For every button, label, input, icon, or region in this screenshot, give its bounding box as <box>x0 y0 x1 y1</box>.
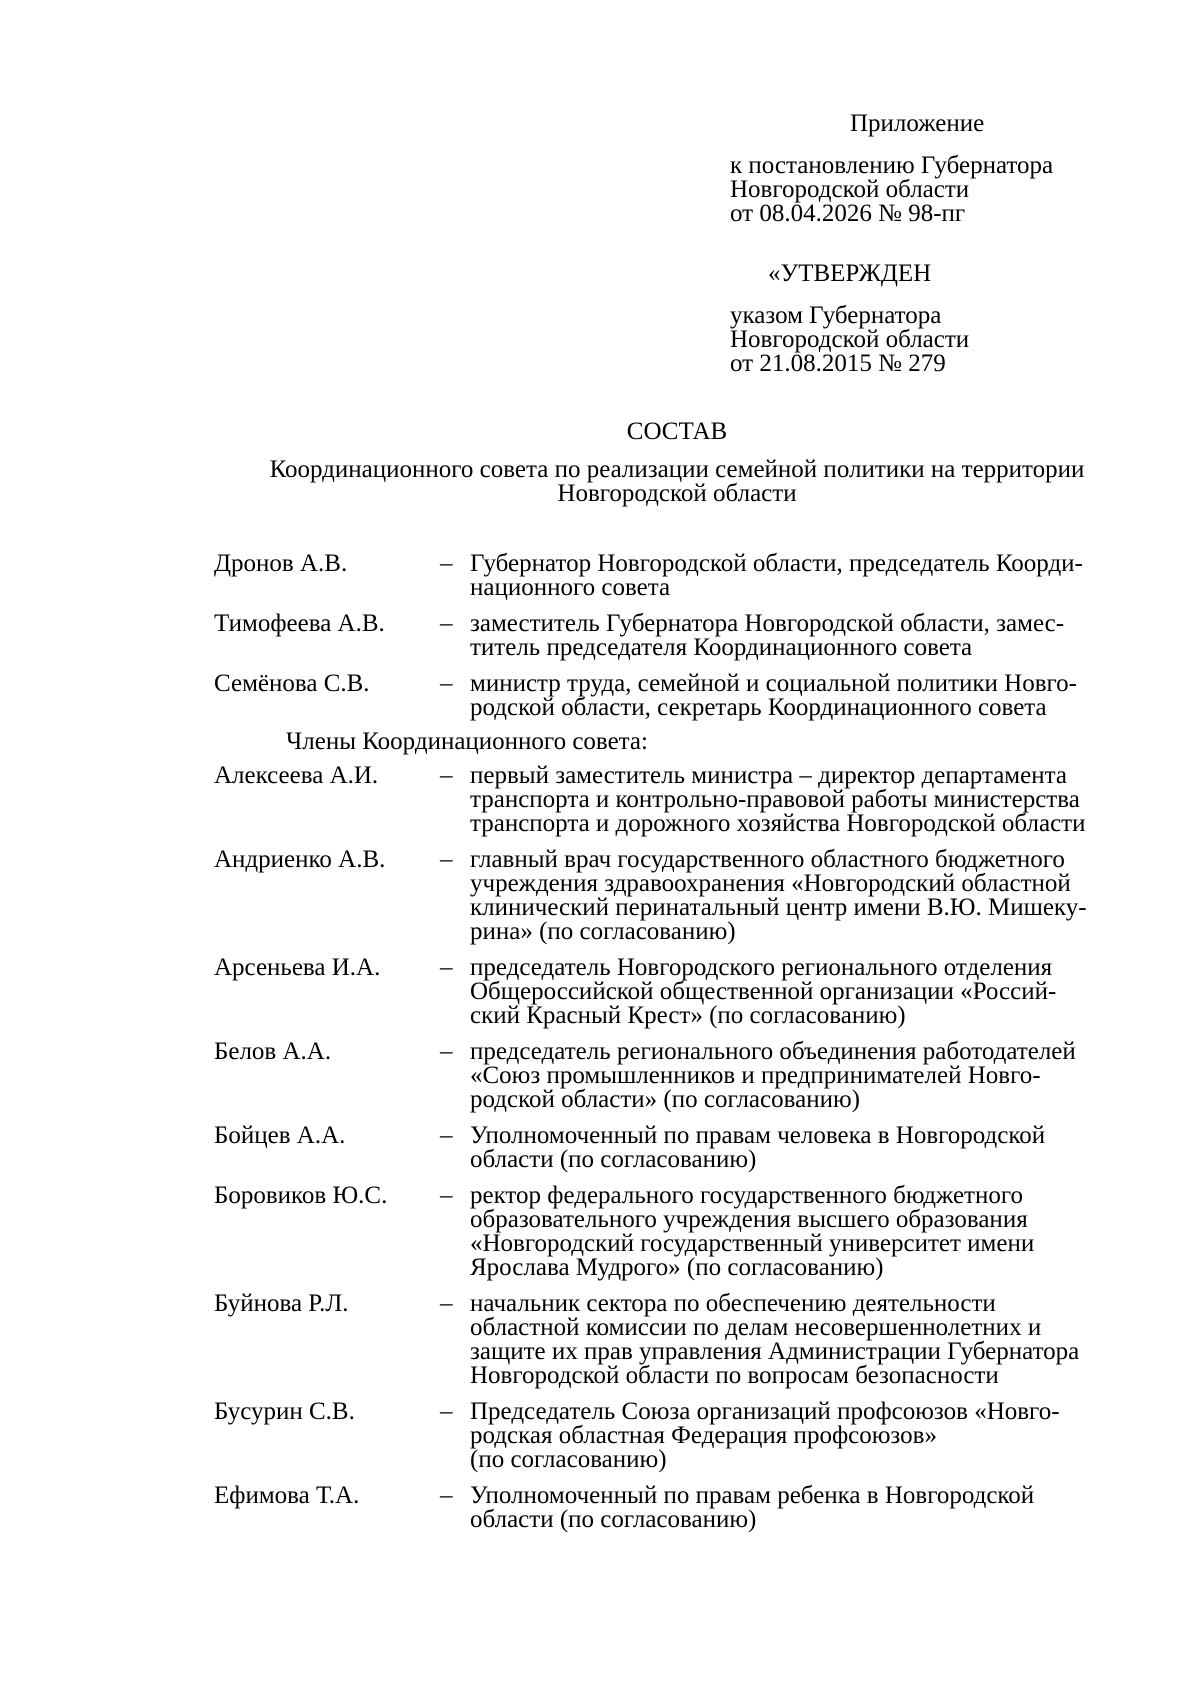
member-name: Бусурин С.В. <box>214 1398 355 1425</box>
member-description <box>470 1292 1144 1388</box>
member-description-line: председатель регионального объединения работодателей <box>470 1038 1076 1065</box>
member-name: Дронов А.В. <box>214 550 348 577</box>
member-description-line: образовательного учреждения высшего образования <box>470 1206 1028 1233</box>
document-heading <box>212 420 1142 506</box>
member-description-line: (по согласованию) <box>470 1446 667 1473</box>
member-description-line: клинический перинатальный центр имени В.Ю. Мишеку- <box>470 894 1087 921</box>
member-name: Бойцев А.А. <box>214 1122 346 1149</box>
member-dash: – <box>440 550 453 577</box>
member-dash: – <box>440 1122 453 1149</box>
member-description <box>470 764 1144 836</box>
member-description-line: области (по согласованию) <box>470 1506 757 1533</box>
member-description <box>470 612 1144 660</box>
member-description-line: родская областная Федерация профсоюзов» <box>470 1422 937 1449</box>
member-description-line: председатель Новгородского регионального отделения <box>470 954 1053 981</box>
member-row <box>214 1040 1144 1112</box>
member-description-line: учреждения здравоохранения «Новгородский областной <box>470 870 1071 897</box>
member-dash: – <box>440 1290 453 1317</box>
member-description-line: первый заместитель министра – директор департамента <box>470 762 1067 789</box>
member-row <box>214 552 1144 600</box>
member-row <box>214 1124 1144 1172</box>
member-dash: – <box>440 1038 453 1065</box>
member-description-line: Уполномоченный по правам ребенка в Новгородской <box>470 1482 1035 1509</box>
heading-subtitle-line: Координационного совета по реализации семейной политики на территории <box>269 456 1085 483</box>
heading-title: СОСТАВ <box>626 418 728 445</box>
member-description-line: ский Красный Крест» (по согласованию) <box>470 1002 906 1029</box>
member-row <box>214 764 1144 836</box>
member-dash: – <box>440 762 453 789</box>
approved-line: Новгородской области <box>730 326 970 353</box>
heading-subtitle-line: Новгородской области <box>557 480 797 507</box>
member-name: Тимофеева А.В. <box>214 610 385 637</box>
member-description-line: Председатель Союза организаций профсоюзов «Новго- <box>470 1398 1060 1425</box>
member-description-line: родской области, секретарь Координационного совета <box>470 694 1047 721</box>
member-name: Семёнова С.В. <box>214 670 370 697</box>
member-row <box>214 1400 1144 1472</box>
approved-line: указом Губернатора <box>730 302 942 329</box>
member-name: Арсеньева И.А. <box>214 954 381 981</box>
council-members-list <box>214 552 1144 1544</box>
member-description-line: «Новгородский государственный университет имени <box>470 1230 1035 1257</box>
member-row <box>214 956 1144 1028</box>
member-description <box>470 1400 1144 1472</box>
members-subheading: Члены Координационного совета: <box>286 728 648 755</box>
member-row <box>214 672 1144 720</box>
member-description-line: Общероссийской общественной организации «Россий- <box>470 978 1057 1005</box>
member-description <box>470 848 1144 944</box>
member-name: Андриенко А.В. <box>214 846 386 873</box>
member-name: Алексеева А.И. <box>214 762 379 789</box>
member-name: Ефимова Т.А. <box>214 1482 360 1509</box>
appendix-block <box>730 112 1150 226</box>
member-description-line: транспорта и контрольно-правовой работы министерства <box>470 786 1080 813</box>
member-row <box>214 1484 1144 1532</box>
member-description-line: родской области» (по согласованию) <box>470 1086 860 1113</box>
member-name: Буйнова Р.Л. <box>214 1290 349 1317</box>
appendix-line: к постановлению Губернатора <box>730 152 1054 179</box>
member-description <box>470 1040 1144 1112</box>
appendix-title: Приложение <box>850 110 985 137</box>
approved-line: от 21.08.2015 № 279 <box>730 350 946 377</box>
member-description-line: главный врач государственного областного бюджетного <box>470 846 1065 873</box>
member-row <box>214 848 1144 944</box>
member-description-line: титель председателя Координационного совета <box>470 634 973 661</box>
member-name: Белов А.А. <box>214 1038 332 1065</box>
member-description-line: Уполномоченный по правам человека в Новгородской <box>470 1122 1046 1149</box>
member-description-line: транспорта и дорожного хозяйства Новгородской области <box>470 810 1086 837</box>
member-description-line: министр труда, семейной и социальной политики Новго- <box>470 670 1077 697</box>
member-description-line: «Союз промышленников и предпринимателей Новго- <box>470 1062 1041 1089</box>
member-row <box>214 1184 1144 1280</box>
member-description <box>470 1484 1144 1532</box>
member-dash: – <box>440 670 453 697</box>
member-description-line: Губернатор Новгородской области, председатель Коорди- <box>470 550 1083 577</box>
member-description <box>470 672 1144 720</box>
member-name: Боровиков Ю.С. <box>214 1182 388 1209</box>
member-description <box>470 1184 1144 1280</box>
member-description-line: областной комиссии по делам несовершеннолетних и <box>470 1314 1042 1341</box>
member-description-line: заместитель Губернатора Новгородской области, замес- <box>470 610 1065 637</box>
member-dash: – <box>440 954 453 981</box>
member-description-line: Новгородской области по вопросам безопасности <box>470 1362 999 1389</box>
appendix-line: от 08.04.2026 № 98-пг <box>730 200 966 227</box>
appendix-line: Новгородской области <box>730 176 970 203</box>
member-row <box>214 612 1144 660</box>
member-row <box>214 1292 1144 1388</box>
member-description-line: национного совета <box>470 574 671 601</box>
member-dash: – <box>440 1398 453 1425</box>
member-dash: – <box>440 846 453 873</box>
member-dash: – <box>440 610 453 637</box>
member-description-line: Ярослава Мудрого» (по согласованию) <box>470 1254 884 1281</box>
member-description <box>470 552 1144 600</box>
member-description-line: ректор федерального государственного бюджетного <box>470 1182 1023 1209</box>
member-description-line: рина» (по согласованию) <box>470 918 736 945</box>
member-description-line: защите их прав управления Администрации Губернатора <box>470 1338 1080 1365</box>
approved-title: «УТВЕРЖДЕН <box>768 260 932 287</box>
member-description <box>470 956 1144 1028</box>
member-description-line: области (по согласованию) <box>470 1146 757 1173</box>
approved-block <box>730 262 1150 376</box>
member-description <box>470 1124 1144 1172</box>
member-description-line: начальник сектора по обеспечению деятельности <box>470 1290 996 1317</box>
member-dash: – <box>440 1482 453 1509</box>
member-dash: – <box>440 1182 453 1209</box>
